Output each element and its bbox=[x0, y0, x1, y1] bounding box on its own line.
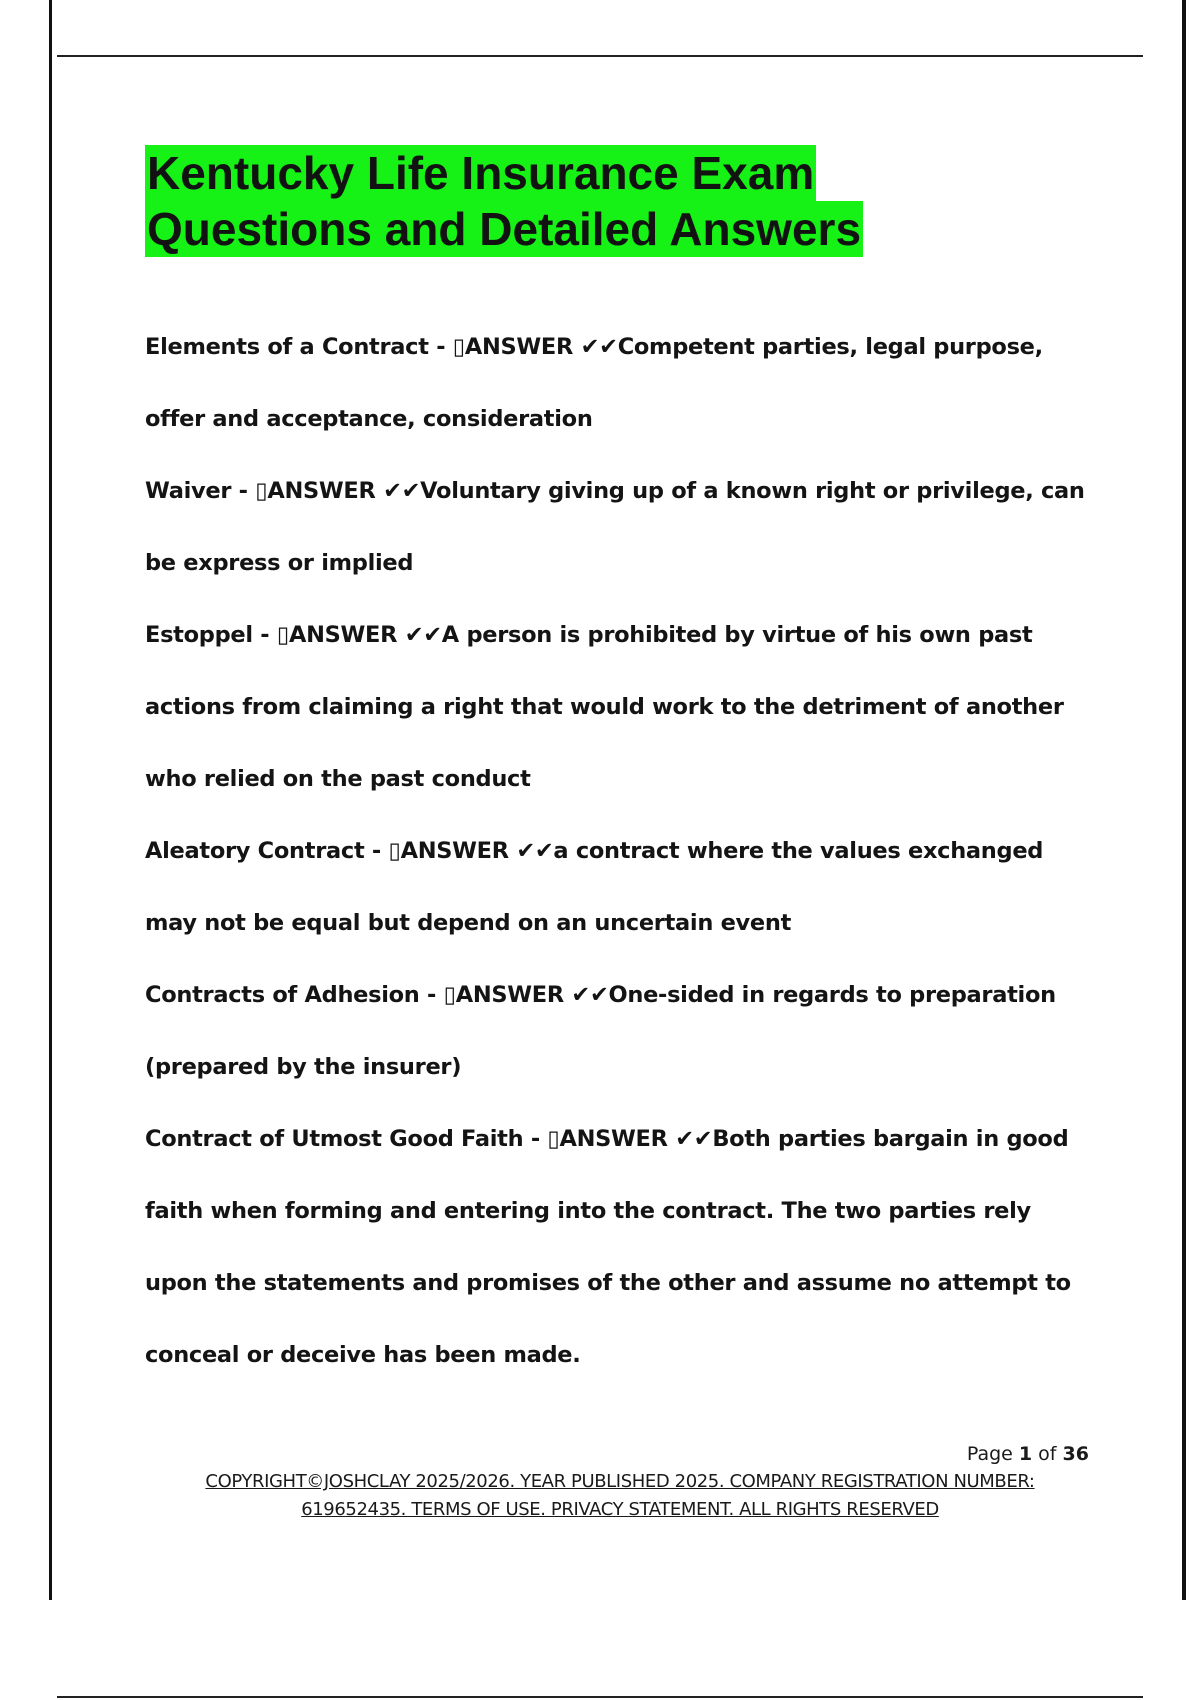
copyright-notice bbox=[145, 1468, 1095, 1524]
page-footer bbox=[145, 1440, 1095, 1524]
top-divider bbox=[57, 55, 1143, 57]
page-label: Page bbox=[966, 1443, 1013, 1465]
qa-item bbox=[145, 311, 1095, 455]
qa-item bbox=[145, 959, 1095, 1103]
qa-answer: One-sided in regards to preparation (prepared by the insurer) bbox=[145, 982, 1056, 1080]
copyright-line-2: 619652435. TERMS OF USE. PRIVACY STATEMENT. ALL RIGHTS RESERVED bbox=[301, 1499, 939, 1520]
qa-term: Aleatory Contract - bbox=[145, 838, 389, 864]
qa-term: Contract of Utmost Good Faith - bbox=[145, 1126, 548, 1152]
double-check-icon: ✔✔ bbox=[383, 478, 421, 504]
double-check-icon: ✔✔ bbox=[571, 982, 609, 1008]
double-check-icon: ✔✔ bbox=[580, 334, 618, 360]
answer-tag: ANSWER bbox=[455, 982, 564, 1008]
answer-tag: ANSWER bbox=[400, 838, 509, 864]
answer-tag: ANSWER bbox=[559, 1126, 668, 1152]
qa-answer: Both parties bargain in good faith when forming and entering into the contract. The two parties rely upon the statements and promises of the other and assume no attempt to conceal or deceive has been made. bbox=[145, 1126, 1071, 1368]
missing-glyph-icon: ▯ bbox=[255, 478, 268, 504]
qa-term: Elements of a Contract - bbox=[145, 334, 453, 360]
qa-item bbox=[145, 599, 1095, 815]
page-total: 36 bbox=[1062, 1443, 1089, 1465]
double-check-icon: ✔✔ bbox=[404, 622, 442, 648]
qa-answer: a contract where the values exchanged may not be equal but depend on an uncertain event bbox=[145, 838, 1044, 936]
qa-term: Contracts of Adhesion - bbox=[145, 982, 444, 1008]
qa-answer: Voluntary giving up of a known right or privilege, can be express or implied bbox=[145, 478, 1085, 576]
qa-item bbox=[145, 1103, 1095, 1391]
qa-term: Estoppel - bbox=[145, 622, 277, 648]
missing-glyph-icon: ▯ bbox=[276, 622, 289, 648]
page-of-label: of bbox=[1038, 1443, 1057, 1465]
qa-answer: A person is prohibited by virtue of his own past actions from claiming a right that would work to the detriment of another who relied on the past conduct bbox=[145, 622, 1064, 792]
answer-tag: ANSWER bbox=[464, 334, 574, 360]
qa-item bbox=[145, 815, 1095, 959]
answer-tag: ANSWER bbox=[267, 478, 376, 504]
page-current: 1 bbox=[1018, 1443, 1033, 1465]
document-title bbox=[145, 145, 863, 257]
qa-list bbox=[145, 311, 1095, 1391]
missing-glyph-icon: ▯ bbox=[443, 982, 456, 1008]
title-line-1: Kentucky Life Insurance Exam bbox=[147, 147, 815, 199]
qa-answer: Competent parties, legal purpose, offer and acceptance, consideration bbox=[145, 334, 1043, 432]
missing-glyph-icon: ▯ bbox=[388, 838, 401, 864]
qa-item bbox=[145, 455, 1095, 599]
page-border-right bbox=[1182, 0, 1186, 1600]
double-check-icon: ✔✔ bbox=[675, 1126, 713, 1152]
title-line-2: Questions and Detailed Answers bbox=[147, 203, 862, 255]
page-number bbox=[145, 1440, 1089, 1468]
missing-glyph-icon: ▯ bbox=[452, 334, 465, 360]
qa-term: Waiver - bbox=[145, 478, 256, 504]
missing-glyph-icon: ▯ bbox=[547, 1126, 560, 1152]
answer-tag: ANSWER bbox=[288, 622, 398, 648]
bottom-divider bbox=[57, 1696, 1143, 1698]
copyright-line-1: COPYRIGHT©JOSHCLAY 2025/2026. YEAR PUBLISHED 2025. COMPANY REGISTRATION NUMBER: bbox=[205, 1471, 1035, 1492]
double-check-icon: ✔✔ bbox=[516, 838, 554, 864]
page-border-left bbox=[49, 0, 52, 1600]
